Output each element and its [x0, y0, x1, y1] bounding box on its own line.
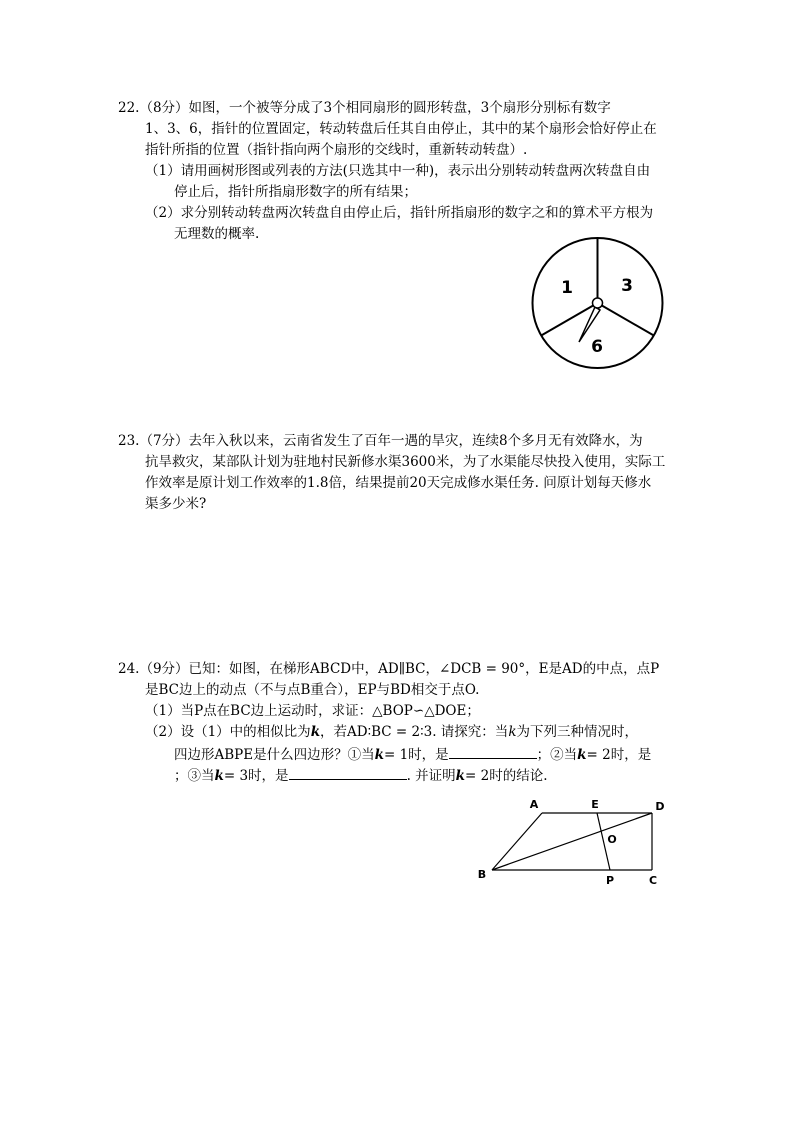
q24-p2-text-a2: ，若AD∶BC = 2∶3. 请探究：当	[320, 724, 509, 740]
spinner-label-3: 3	[621, 276, 633, 296]
spinner-figure	[525, 234, 670, 379]
q22-line-3: 指针所指的位置（指针指向两个扇形的交线时，重新转动转盘）.	[145, 142, 528, 158]
label-a: A	[529, 798, 539, 811]
q24-p2-text-a1: （2）设（1）中的相似比为	[145, 724, 311, 740]
answer-blank-2[interactable]	[289, 765, 407, 780]
q24-part2-line-3	[174, 765, 548, 785]
q24-p2-text-a3: 为下列三种情况时，	[516, 724, 638, 740]
spinner-divider-right	[598, 303, 654, 336]
answer-blank-1[interactable]	[449, 744, 537, 759]
diagonal-bd	[492, 813, 652, 870]
q22-line-1: 22.（8分）如图，一个被等分成了3个相同扇形的圆形转盘，3个扇形分别标有数字	[118, 100, 611, 116]
q22-part1-line-2: 停止后，指针所指扇形数字的所有结果；	[174, 184, 417, 200]
spinner-hub	[593, 298, 603, 308]
q22-part1-line-1: （1）请用画树形图或列表的方法(只选其中一种)，表示出分别转动转盘两次转盘自由	[145, 163, 651, 179]
spinner-label-6: 6	[591, 337, 603, 357]
var-k: k	[374, 747, 384, 763]
q24-part2-line-2	[174, 744, 651, 764]
q23-line-1: 23.（7分）去年入秋以来，云南省发生了百年一遇的旱灾，连续8个多月无有效降水，为	[118, 433, 643, 449]
q23-line-3: 作效率是原计划工作效率的1.8倍，结果提前20天完成修水渠任务. 问原计划每天修水	[145, 475, 652, 491]
q24-line-1: 24.（9分）已知：如图，在梯形ABCD中，AD∥BC，∠DCB = 90°，E是AD的中点，点P	[118, 661, 660, 677]
spinner-label-1: 1	[561, 278, 573, 298]
var-k: k	[508, 724, 517, 740]
label-e: E	[591, 798, 599, 811]
label-c: C	[648, 874, 658, 887]
q24-p2-text-c3: . 并证明	[406, 768, 456, 784]
q23-line-2: 抗旱救灾，某部队计划为驻地村民新修水渠3600米，为了水渠能尽快投入使用，实际工	[145, 454, 666, 470]
q24-p2-text-b4: = 2时，是	[586, 747, 652, 763]
label-d: D	[655, 800, 665, 813]
q22-part2-line-1: （2）求分别转动转盘两次转盘自由停止后，指针所指扇形的数字之和的算术平方根为	[145, 205, 654, 221]
q24-p2-text-b3: ；②当	[536, 747, 578, 763]
var-k: k	[577, 747, 587, 763]
q24-p2-text-c1: ；③当	[174, 768, 215, 784]
q24-p2-text-c4: = 2时的结论.	[465, 768, 548, 784]
var-k: k	[214, 768, 224, 784]
q24-p2-text-c2: = 3时，是	[223, 768, 289, 784]
var-k: k	[455, 768, 466, 784]
q22-part2-line-2: 无理数的概率.	[174, 226, 260, 242]
label-b: B	[477, 868, 487, 881]
q24-p2-text-b1: 四边形ABPE是什么四边形？①当	[174, 747, 375, 763]
q22-line-2: 1、3、6，指针的位置固定，转动转盘后任其自由停止，其中的某个扇形会恰好停止在	[145, 121, 657, 137]
label-o: O	[607, 833, 617, 846]
var-k: k	[310, 724, 321, 740]
q23-line-4: 渠多少米?	[145, 496, 207, 512]
q24-line-2: 是BC边上的动点（不与点B重合），EP与BD相交于点O.	[145, 682, 480, 698]
label-p: P	[605, 874, 615, 887]
q24-part1: （1）当P点在BC边上运动时，求证：△BOP∽△DOE；	[145, 703, 480, 719]
q24-part2-line-1	[145, 723, 638, 741]
q24-p2-text-b2: = 1时，是	[383, 747, 449, 763]
trapezoid-figure	[470, 792, 680, 892]
